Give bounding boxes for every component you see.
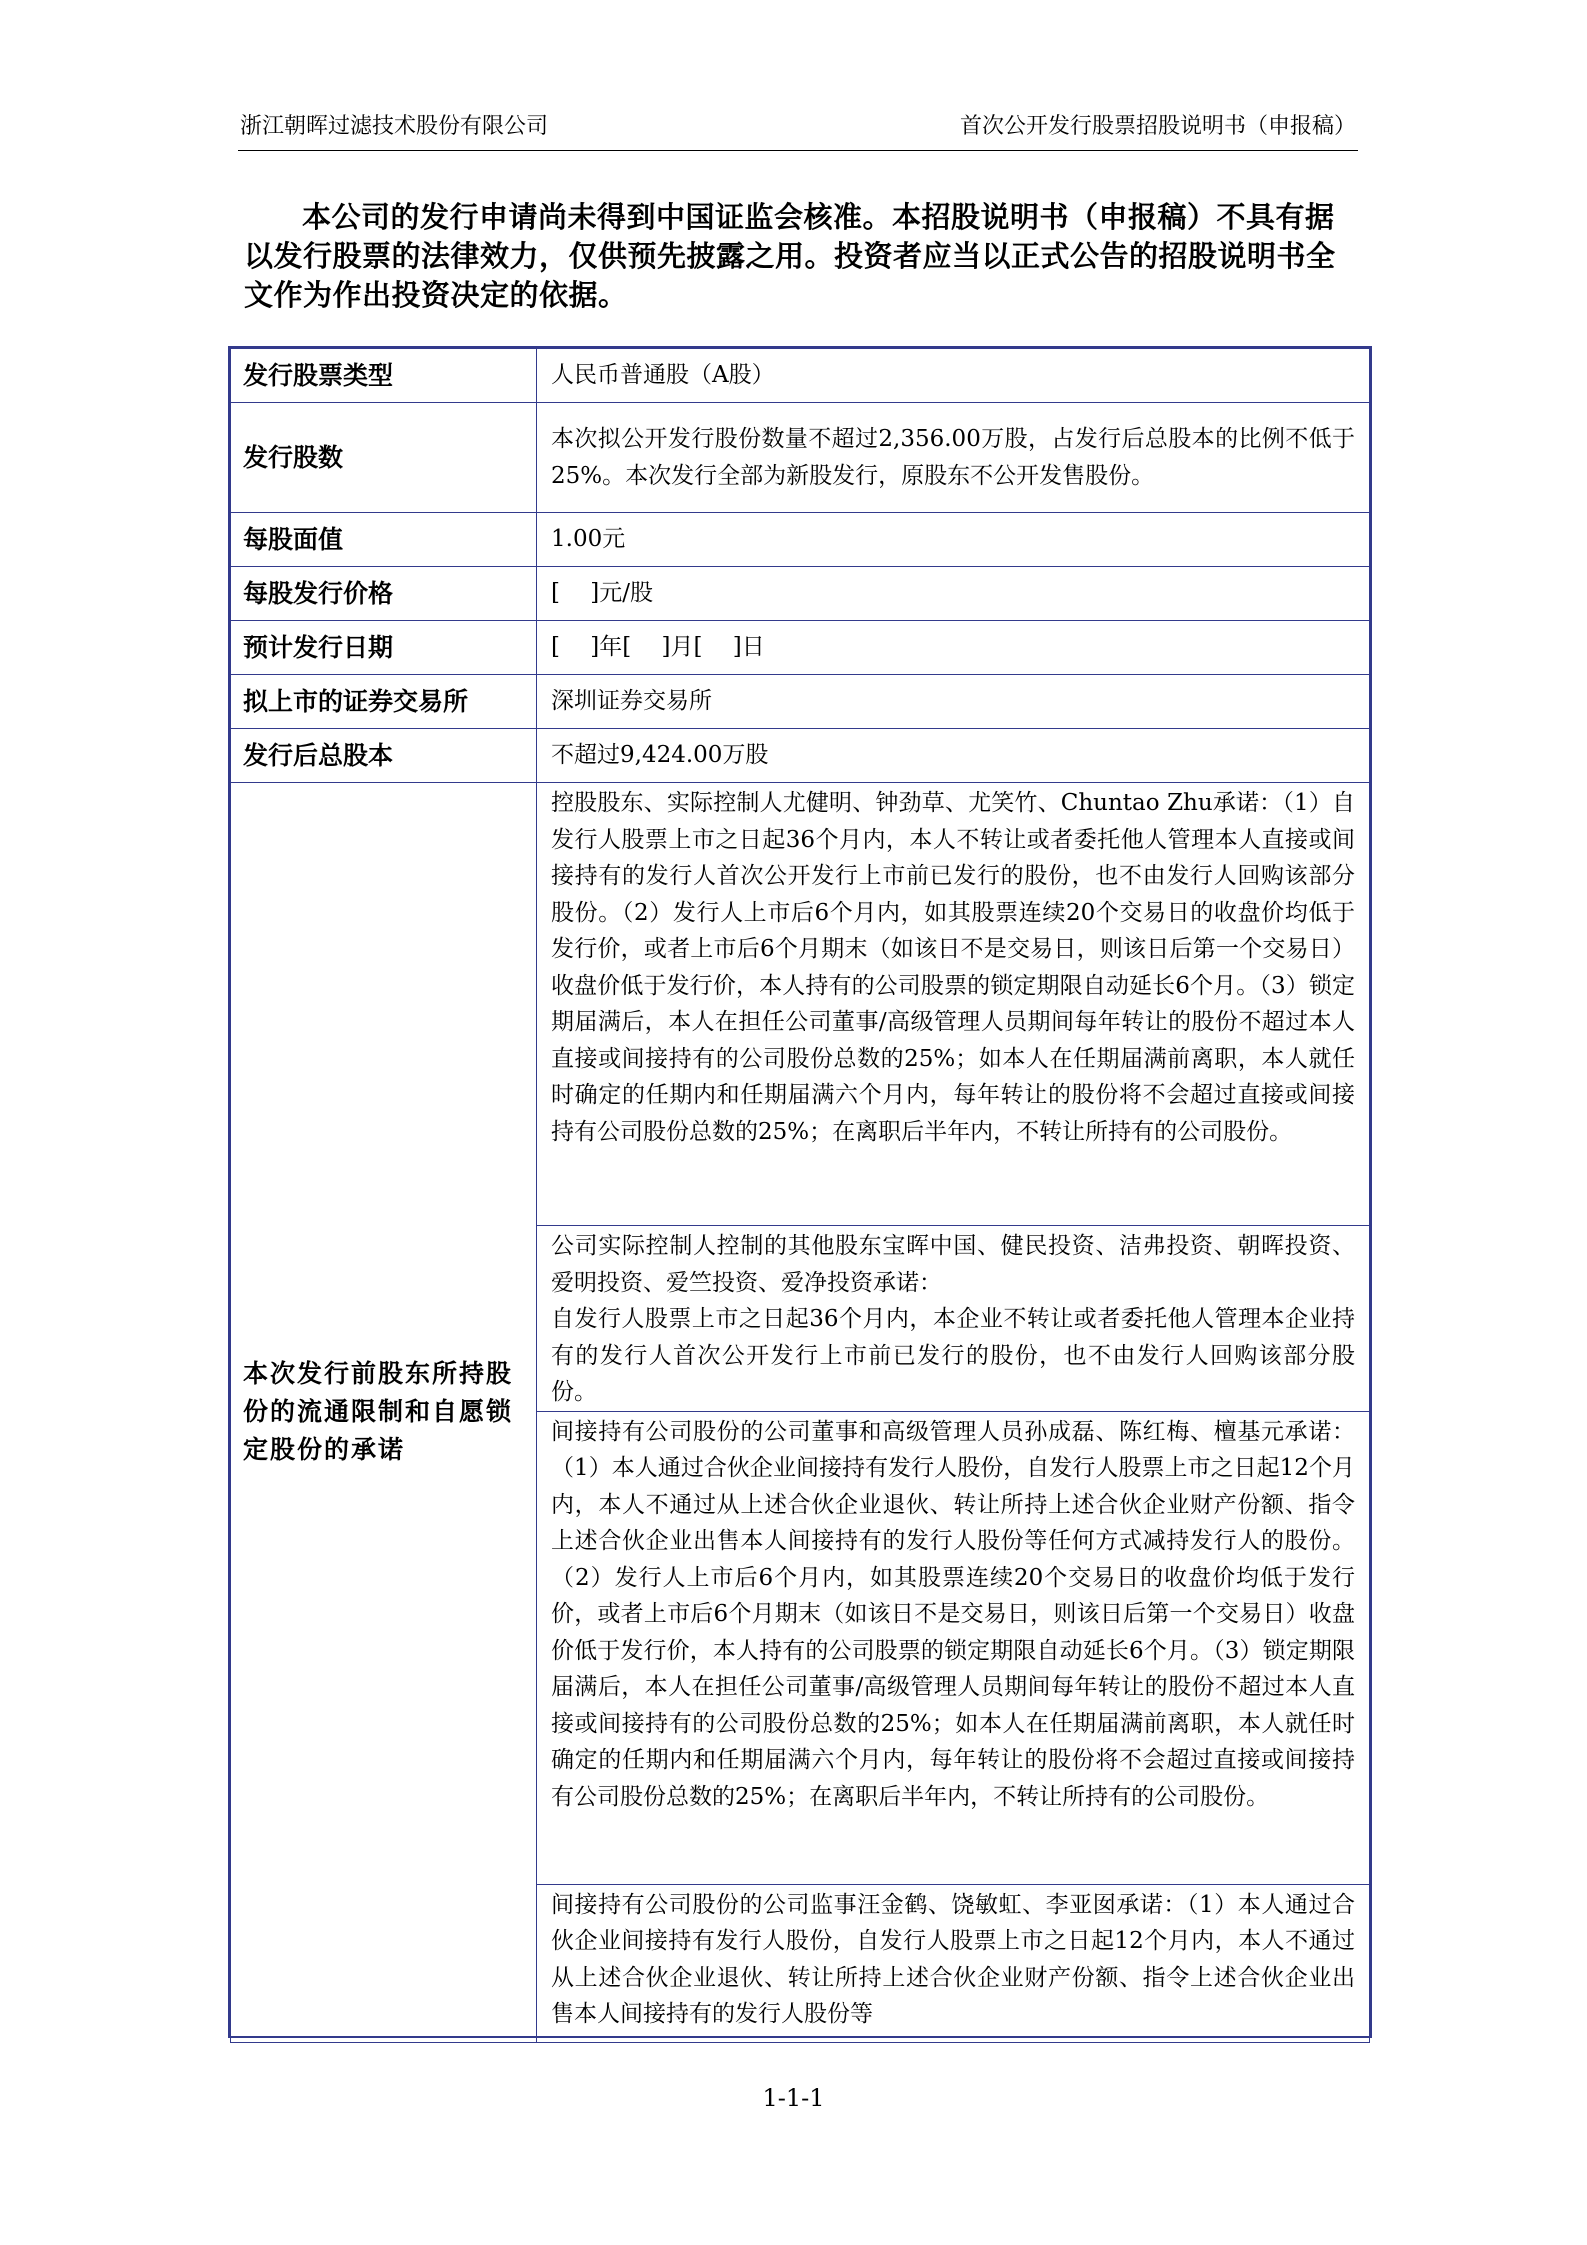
row-value: [ ]元/股 — [537, 567, 1370, 621]
table-row — [231, 621, 1370, 675]
row-value: [ ]年[ ]月[ ]日 — [537, 621, 1370, 675]
row-label: 发行股票类型 — [231, 349, 537, 403]
document-title: 首次公开发行股票招股说明书（申报稿） — [959, 114, 1356, 139]
company-name: 浙江朝晖过滤技术股份有限公司 — [240, 114, 549, 139]
row-label: 预计发行日期 — [231, 621, 537, 675]
offering-summary-table — [228, 346, 1372, 2038]
lockup-label: 本次发行前股东所持股份的流通限制和自愿锁定股份的承诺 — [231, 783, 537, 2043]
row-label: 每股面值 — [231, 513, 537, 567]
lockup-commitment-controlling-shareholders: 控股股东、实际控制人尤健明、钟劲草、尤笑竹、Chuntao Zhu承诺：（1）自发行人股票上市之日起36个月内，本人不转让或者委托他人管理本人直接或间接持有的发行人首次公开发行上市前已发行的股份，也不由发行人回购该部分股份。（2）发行人上市后6个月内，如其股票连续20个交易日的收盘价均低于发行价，或者上市后6个月期末（如该日不是交易日，则该日后第一个交易日）收盘价低于发行价，本人持有的公司股票的锁定期限自动延长6个月。（3）锁定期届满后，本人在担任公司董事/高级管理人员期间每年转让的股份不超过本人直接或间接持有的公司股份总数的25%；如本人在任期届满前离职，本人就任时确定的任期内和任期届满六个月内，每年转让的股份将不会超过直接或间接持有公司股份总数的25%；在离职后半年内，不转让所持有的公司股份。 — [537, 783, 1370, 1226]
row-value: 深圳证券交易所 — [537, 675, 1370, 729]
row-value: 人民币普通股（A股） — [537, 349, 1370, 403]
table-row — [231, 675, 1370, 729]
page-header — [238, 108, 1358, 151]
table-row — [231, 729, 1370, 783]
lockup-commitment-supervisors: 间接持有公司股份的公司监事汪金鹤、饶敏虹、李亚囡承诺：（1）本人通过合伙企业间接持有发行人股份，自发行人股票上市之日起12个月内，本人不通过从上述合伙企业退伙、转让所持上述合伙企业财产份额、指令上述合伙企业出售本人间接持有的发行人股份等 — [537, 1884, 1370, 2042]
table-row — [231, 513, 1370, 567]
row-value: 不超过9,424.00万股 — [537, 729, 1370, 783]
row-value: 本次拟公开发行股份数量不超过2,356.00万股，占发行后总股本的比例不低于25%。本次发行全部为新股发行，原股东不公开发售股份。 — [537, 403, 1370, 513]
disclaimer-paragraph: 本公司的发行申请尚未得到中国证监会核准。本招股说明书（申报稿）不具有据以发行股票的法律效力，仅供预先披露之用。投资者应当以正式公告的招股说明书全文作为作出投资决定的依据。 — [244, 200, 1336, 312]
lockup-commitment-affiliated-intro: 公司实际控制人控制的其他股东宝晖中国、健民投资、洁弗投资、朝晖投资、爱明投资、爱竺投资、爱净投资承诺： — [551, 1233, 1355, 1296]
row-label: 拟上市的证券交易所 — [231, 675, 537, 729]
row-label: 每股发行价格 — [231, 567, 537, 621]
table-row — [231, 403, 1370, 513]
lockup-commitment-affiliated-shareholders — [537, 1226, 1370, 1412]
table-row — [231, 349, 1370, 403]
table-row — [231, 783, 1370, 1226]
row-label: 发行股数 — [231, 403, 537, 513]
lockup-commitment-directors: 间接持有公司股份的公司董事和高级管理人员孙成磊、陈红梅、檀基元承诺：（1）本人通过合伙企业间接持有发行人股份，自发行人股票上市之日起12个月内，本人不通过从上述合伙企业退伙、转让所持上述合伙企业财产份额、指令上述合伙企业出售本人间接持有的发行人股份等任何方式减持发行人的股份。（2）发行人上市后6个月内，如其股票连续20个交易日的收盘价均低于发行价，或者上市后6个月期末（如该日不是交易日，则该日后第一个交易日）收盘价低于发行价，本人持有的公司股票的锁定期限自动延长6个月。（3）锁定期限届满后，本人在担任公司董事/高级管理人员期间每年转让的股份不超过本人直接或间接持有的公司股份总数的25%；如本人在任期届满前离职，本人就任时确定的任期内和任期届满六个月内，每年转让的股份将不会超过直接或间接持有公司股份总数的25%；在离职后半年内，不转让所持有的公司股份。 — [537, 1411, 1370, 1884]
lockup-commitment-affiliated-body: 自发行人股票上市之日起36个月内，本企业不转让或者委托他人管理本企业持有的发行人首次公开发行上市前已发行的股份，也不由发行人回购该部分股份。 — [551, 1306, 1355, 1405]
page-number: 1-1-1 — [762, 2084, 825, 2112]
row-label: 发行后总股本 — [231, 729, 537, 783]
table-row — [231, 567, 1370, 621]
row-value: 1.00元 — [537, 513, 1370, 567]
